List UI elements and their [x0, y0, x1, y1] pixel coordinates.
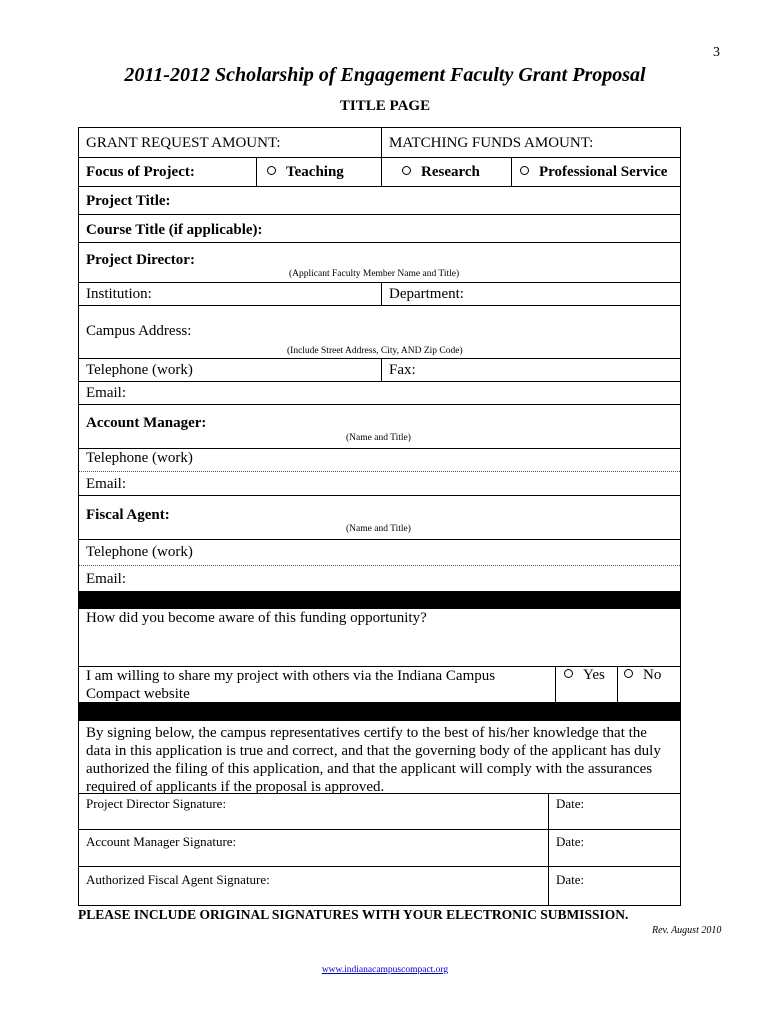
section-divider — [79, 703, 680, 721]
course-title-field[interactable] — [79, 215, 680, 243]
grant-request-amount-field[interactable] — [79, 128, 381, 157]
radio-circle-icon[interactable] — [624, 669, 633, 678]
share-no-label: No — [643, 667, 662, 683]
project-title-label: Project Title: — [86, 193, 171, 209]
focus-option-label: Teaching — [286, 164, 344, 180]
focus-option-teaching[interactable] — [256, 158, 381, 186]
fiscal-agent-label: Fiscal Agent: — [86, 507, 170, 523]
telephone-label: Telephone (work) — [86, 362, 193, 378]
focus-option-label: Professional Service — [539, 164, 668, 180]
section-divider — [79, 591, 680, 609]
share-question: I am willing to share my project with others via the Indiana Campus Compact website — [86, 668, 496, 702]
focus-row — [79, 158, 680, 187]
share-option-no[interactable] — [617, 667, 680, 702]
fiscal-agent-telephone-field[interactable] — [79, 540, 680, 566]
radio-circle-icon[interactable] — [402, 166, 411, 175]
focus-option-label: Research — [421, 164, 480, 180]
account-manager-label: Account Manager: — [86, 415, 207, 431]
radio-circle-icon[interactable] — [267, 166, 276, 175]
page-title: 2011-2012 Scholarship of Engagement Faculty Grant Proposal — [124, 64, 646, 86]
grant-request-amount-label: GRANT REQUEST AMOUNT: — [86, 135, 281, 151]
project-title-field[interactable] — [79, 187, 680, 215]
date-label: Date: — [556, 834, 585, 849]
signature-label: Project Director Signature: — [86, 796, 227, 811]
fax-label: Fax: — [389, 362, 416, 378]
fiscal-agent-note: (Name and Title) — [346, 524, 411, 534]
focus-option-professional-service[interactable] — [511, 158, 680, 186]
email-label: Email: — [86, 385, 126, 401]
page-subtitle: TITLE PAGE — [339, 98, 431, 114]
account-manager-telephone-field[interactable] — [79, 449, 680, 472]
project-director-note: (Applicant Faculty Member Name and Title) — [289, 269, 460, 279]
date-label: Date: — [556, 872, 585, 887]
project-director-field[interactable] — [79, 243, 680, 283]
telephone-label: Telephone (work) — [86, 544, 193, 560]
director-telephone-field[interactable] — [79, 359, 381, 381]
project-director-signature-field[interactable] — [79, 794, 548, 829]
awareness-question: How did you become aware of this funding opportunity? — [86, 610, 427, 626]
certification-text: By signing below, the campus representatives certify to the best of his/her knowledge that the data in this application is true and correct, and that the governing body of the applicant has duly authorized the filing of this application, and that the applicant will comply with the assurances required of applicants if the proposal is approved. — [86, 725, 661, 795]
radio-circle-icon[interactable] — [520, 166, 529, 175]
director-fax-field[interactable] — [381, 359, 680, 381]
certification-row — [79, 721, 680, 793]
email-label: Email: — [86, 571, 126, 587]
amounts-row — [79, 128, 680, 158]
signature-instruction: PLEASE INCLUDE ORIGINAL SIGNATURES WITH YOUR ELECTRONIC SUBMISSION. — [78, 907, 629, 922]
campus-address-note: (Include Street Address, City, AND Zip Code) — [287, 346, 463, 356]
signature-label: Authorized Fiscal Agent Signature: — [86, 872, 270, 887]
fiscal-agent-signature-row — [79, 867, 680, 905]
telephone-label: Telephone (work) — [86, 450, 193, 466]
share-row — [79, 667, 680, 703]
account-manager-field[interactable] — [79, 405, 680, 449]
matching-funds-amount-label: MATCHING FUNDS AMOUNT: — [389, 135, 594, 151]
project-director-signature-row — [79, 793, 680, 830]
website-link[interactable]: www.indianacampuscompact.org — [321, 965, 449, 975]
focus-of-project-label: Focus of Project: — [86, 164, 195, 180]
awareness-field[interactable] — [79, 609, 680, 667]
share-yes-label: Yes — [583, 667, 605, 683]
project-director-date-field[interactable] — [548, 794, 680, 829]
email-label: Email: — [86, 476, 126, 492]
share-option-yes[interactable] — [555, 667, 617, 702]
director-telephone-row — [79, 359, 680, 382]
signature-label: Account Manager Signature: — [86, 834, 237, 849]
institution-label: Institution: — [86, 286, 152, 302]
account-manager-email-field[interactable] — [79, 472, 680, 496]
institution-field[interactable] — [79, 283, 381, 305]
campus-address-field[interactable] — [79, 306, 680, 359]
radio-circle-icon[interactable] — [564, 669, 573, 678]
account-manager-signature-row — [79, 830, 680, 867]
revision-date: Rev. August 2010 — [652, 925, 722, 936]
account-manager-signature-field[interactable] — [79, 830, 548, 866]
institution-row — [79, 283, 680, 306]
page-number: 3 — [713, 45, 720, 60]
account-manager-note: (Name and Title) — [346, 433, 411, 443]
project-director-label: Project Director: — [86, 252, 195, 268]
fiscal-agent-date-field[interactable] — [548, 867, 680, 905]
focus-option-research[interactable] — [381, 158, 511, 186]
director-email-field[interactable] — [79, 382, 680, 405]
campus-address-label: Campus Address: — [86, 323, 192, 339]
fiscal-agent-signature-field[interactable] — [79, 867, 548, 905]
fiscal-agent-email-field[interactable] — [79, 566, 680, 592]
fiscal-agent-field[interactable] — [79, 496, 680, 540]
account-manager-date-field[interactable] — [548, 830, 680, 866]
course-title-label: Course Title (if applicable): — [86, 222, 263, 238]
matching-funds-amount-field[interactable] — [381, 128, 680, 157]
date-label: Date: — [556, 796, 585, 811]
grant-proposal-form — [78, 127, 681, 906]
department-label: Department: — [389, 286, 464, 302]
department-field[interactable] — [381, 283, 680, 305]
